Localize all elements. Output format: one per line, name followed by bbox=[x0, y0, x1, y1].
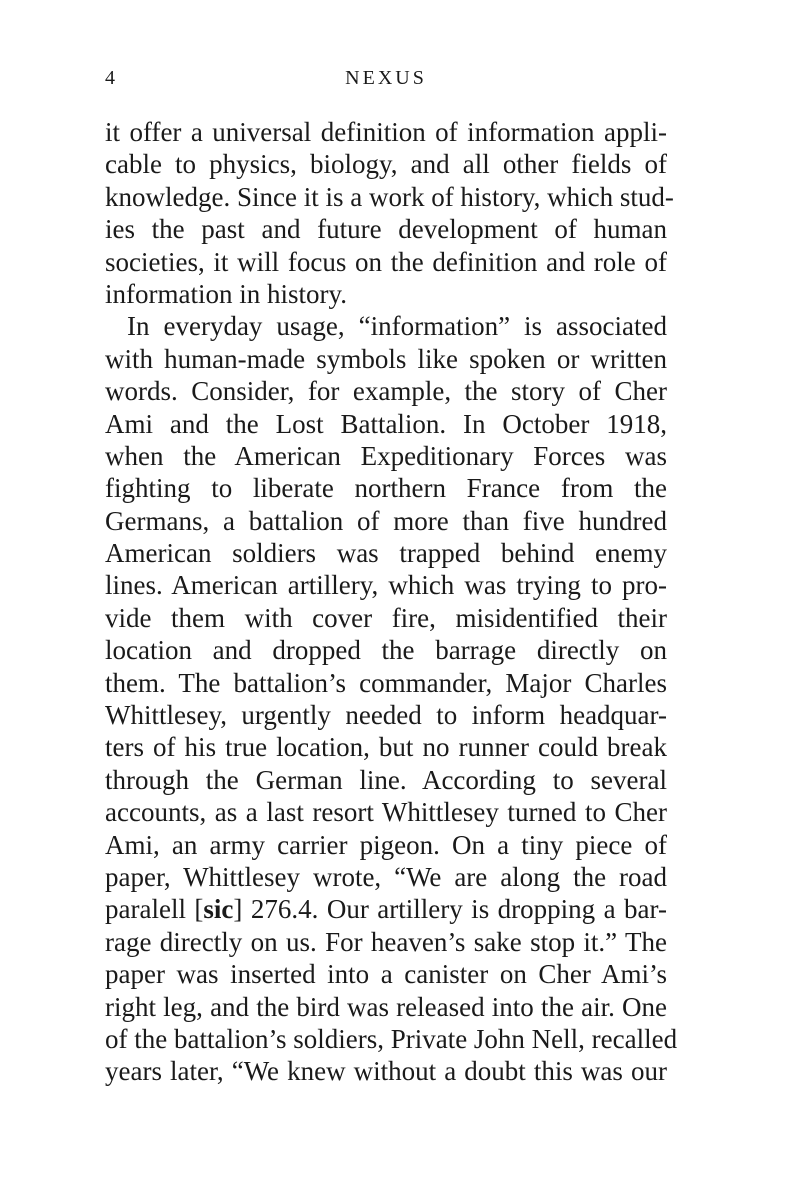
text-line: through the German line. According to several bbox=[105, 764, 667, 795]
text-line: American soldiers was trapped behind enemy bbox=[105, 538, 667, 569]
text-line: Whittlesey, urgently needed to inform headquar- bbox=[105, 700, 667, 731]
text-line: with human-made symbols like spoken or written bbox=[105, 343, 667, 374]
text-line: information in history. bbox=[105, 278, 347, 309]
text-line: paper, Whittlesey wrote, “We are along the road bbox=[105, 861, 667, 892]
text-line: words. Consider, for example, the story of Cher bbox=[105, 376, 667, 407]
page-number: 4 bbox=[105, 67, 115, 89]
paragraph-2 bbox=[105, 310, 678, 1087]
text-line: ies the past and future development of human bbox=[105, 214, 667, 245]
text-line: paper was inserted into a canister on Cher Ami’s bbox=[105, 959, 667, 990]
text-segment: paralell [ bbox=[105, 894, 204, 925]
text-line: Ami, an army carrier pigeon. On a tiny piece of bbox=[105, 829, 667, 860]
text-line-sic bbox=[105, 893, 667, 925]
text-line: knowledge. Since it is a work of history, which stud- bbox=[105, 181, 674, 212]
text-line: years later, “We knew without a doubt this was our bbox=[105, 1056, 667, 1087]
text-line: ters of his true location, but no runner could break bbox=[105, 732, 667, 763]
text-line: when the American Expeditionary Forces was bbox=[105, 440, 667, 471]
text-line: location and dropped the barrage directly on bbox=[105, 635, 667, 666]
text-line: lines. American artillery, which was trying to pro- bbox=[105, 570, 667, 601]
running-head bbox=[105, 64, 667, 92]
sic-notation: sic bbox=[203, 894, 234, 925]
body-text bbox=[105, 116, 678, 1088]
text-line: of the battalion’s soldiers, Private John Nell, recalled bbox=[105, 1023, 678, 1054]
text-line: them. The battalion’s commander, Major Charles bbox=[105, 667, 667, 698]
text-line: In everyday usage, “information” is associated bbox=[127, 311, 667, 342]
paragraph-1 bbox=[105, 116, 674, 310]
text-line: cable to physics, biology, and all other fields of bbox=[105, 149, 667, 180]
text-line: accounts, as a last resort Whittlesey turned to Cher bbox=[105, 797, 667, 828]
text-line: vide them with cover fire, misidentified their bbox=[105, 602, 667, 633]
text-line: societies, it will focus on the definition and role of bbox=[105, 246, 667, 277]
text-segment: ] 276.4. Our artillery is dropping a bar- bbox=[233, 894, 667, 925]
text-line: it offer a universal definition of information appli- bbox=[105, 117, 667, 147]
text-line: rage directly on us. For heaven’s sake stop it.” The bbox=[105, 926, 667, 957]
text-line: Germans, a battalion of more than five hundred bbox=[105, 505, 667, 536]
text-line: Ami and the Lost Battalion. In October 1918, bbox=[105, 408, 667, 439]
text-line: fighting to liberate northern France from the bbox=[105, 473, 667, 504]
book-title: NEXUS bbox=[345, 67, 427, 89]
text-line: right leg, and the bird was released into the air. One bbox=[105, 991, 667, 1022]
